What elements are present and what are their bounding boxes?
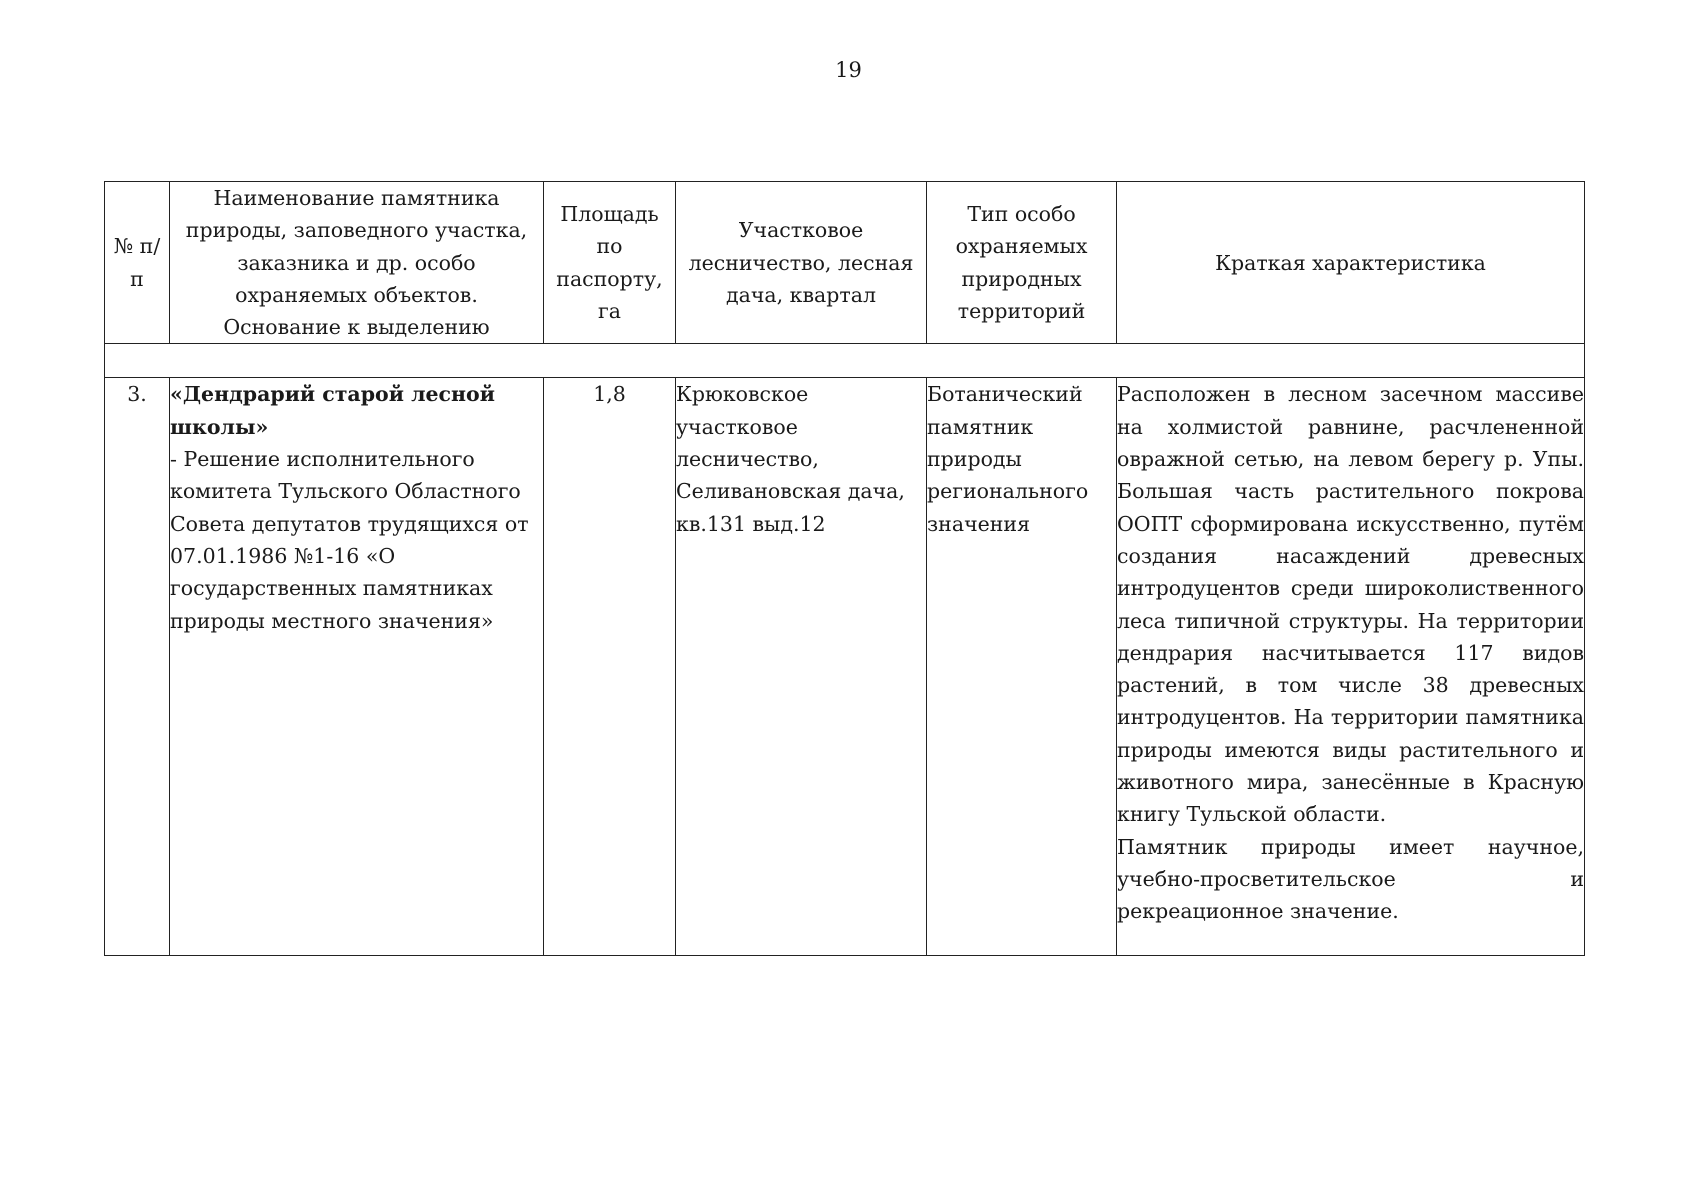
page-number: 19 [835,58,862,82]
table-row [105,378,1585,956]
header-name: Наименование памятника природы, заповедного участка, заказника и др. особо охраняемых объектов. Основание к выделению [170,182,544,344]
cell-name [170,378,544,956]
cell-area: 1,8 [544,378,676,956]
cell-num: 3. [105,378,170,956]
header-area: Площадь по паспорту, га [544,182,676,344]
header-num: № п/п [105,182,170,344]
cell-type: Ботанический памятник природы регионального значения [927,378,1117,956]
header-description: Краткая характеристика [1117,182,1585,344]
description-paragraph-2: Памятник природы имеет научное, учебно-просветительское и рекреационное значение. [1117,834,1584,924]
cell-forestry: Крюковское участковое лесничество, Селивановская дача, кв.131 выд.12 [676,378,927,956]
description-paragraph-1: Расположен в лесном засечном массиве на холмистой равнине, расчлененной овражной сетью, на левом берегу р. Упы. Большая часть растительного покрова ООПТ сформирована искусственно, путём создания насаждений древесных интродуцентов среди широколиственного леса типичной структуры. На территории дендрария насчитывается 117 видов растений, в том числе 38 древесных интродуцентов. На территории памятника природы имеются виды растительного и животного мира, занесённые в Красную книгу Тульской области. [1117,382,1584,827]
header-forestry: Участковое лесничество, лесная дача, квартал [676,182,927,344]
header-type: Тип особо охраняемых природных территорий [927,182,1117,344]
protected-areas-table [104,181,1585,956]
spacer-cell [105,344,1585,378]
table-spacer-row [105,344,1585,378]
cell-description [1117,378,1585,956]
object-title: «Дендрарий старой лесной школы» [170,382,495,439]
object-basis: - Решение исполнительного комитета Тульского Областного Совета депутатов трудящихся от 07.01.1986 №1-16 «О государственных памятниках природы местного значения» [170,447,529,633]
table-header-row [105,182,1585,344]
